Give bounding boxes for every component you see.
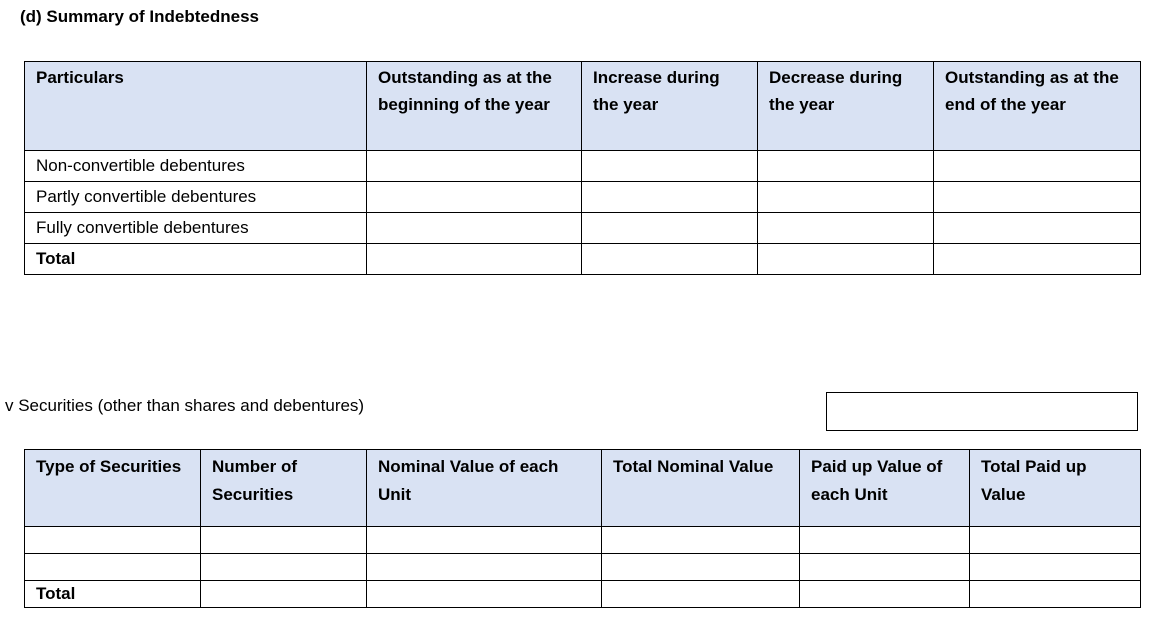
indebtedness-table (24, 61, 1141, 275)
table-cell[interactable] (602, 554, 800, 581)
table-cell[interactable] (758, 151, 934, 182)
section-title-securities: v Securities (other than shares and debentures) (5, 396, 365, 415)
table-cell[interactable] (800, 527, 970, 554)
row-label: Partly convertible debentures (25, 182, 367, 213)
total-row (25, 581, 1141, 608)
table-cell[interactable] (367, 554, 602, 581)
header-outstanding-beginning: Outstanding as at the beginning of the year (367, 62, 582, 151)
table-cell[interactable] (582, 213, 758, 244)
table-cell[interactable] (367, 151, 582, 182)
table-cell[interactable] (934, 151, 1141, 182)
table-cell[interactable] (970, 581, 1141, 608)
total-label: Total (25, 581, 201, 608)
table-cell[interactable] (800, 554, 970, 581)
securities-entry-field[interactable] (826, 392, 1138, 431)
securities-table (24, 449, 1141, 608)
table-cell[interactable] (367, 213, 582, 244)
table-row (25, 554, 1141, 581)
table-cell[interactable] (602, 581, 800, 608)
header-total-paid-up-value: Total Paid up Value (970, 450, 1141, 527)
table-cell[interactable] (201, 554, 367, 581)
section-title-indebtedness: (d) Summary of Indebtedness (20, 7, 259, 26)
table-cell[interactable] (367, 581, 602, 608)
table-row (25, 151, 1141, 182)
table-cell[interactable] (602, 527, 800, 554)
table-cell[interactable] (201, 581, 367, 608)
table-cell[interactable] (582, 182, 758, 213)
table-row (25, 527, 1141, 554)
header-paid-up-value-unit: Paid up Value of each Unit (800, 450, 970, 527)
total-label: Total (25, 244, 367, 275)
table-row (25, 182, 1141, 213)
table-cell[interactable] (201, 527, 367, 554)
header-particulars: Particulars (25, 62, 367, 151)
header-number-of-securities: Number of Securities (201, 450, 367, 527)
header-nominal-value-unit: Nominal Value of each Unit (367, 450, 602, 527)
table-cell[interactable] (758, 213, 934, 244)
header-type-of-securities: Type of Securities (25, 450, 201, 527)
table-cell[interactable] (934, 244, 1141, 275)
table-header-row (25, 450, 1141, 527)
table-row (25, 213, 1141, 244)
header-decrease: Decrease during the year (758, 62, 934, 151)
total-row (25, 244, 1141, 275)
header-increase: Increase during the year (582, 62, 758, 151)
table-cell[interactable] (758, 182, 934, 213)
table-cell[interactable] (25, 554, 201, 581)
table-cell[interactable] (582, 244, 758, 275)
table-cell[interactable] (934, 213, 1141, 244)
header-total-nominal-value: Total Nominal Value (602, 450, 800, 527)
table-cell[interactable] (367, 244, 582, 275)
table-cell[interactable] (758, 244, 934, 275)
header-outstanding-end: Outstanding as at the end of the year (934, 62, 1141, 151)
table-cell[interactable] (25, 527, 201, 554)
table-cell[interactable] (934, 182, 1141, 213)
table-cell[interactable] (367, 182, 582, 213)
table-cell[interactable] (582, 151, 758, 182)
table-cell[interactable] (800, 581, 970, 608)
table-header-row (25, 62, 1141, 151)
row-label: Fully convertible debentures (25, 213, 367, 244)
row-label: Non-convertible debentures (25, 151, 367, 182)
table-cell[interactable] (970, 527, 1141, 554)
table-cell[interactable] (970, 554, 1141, 581)
table-cell[interactable] (367, 527, 602, 554)
